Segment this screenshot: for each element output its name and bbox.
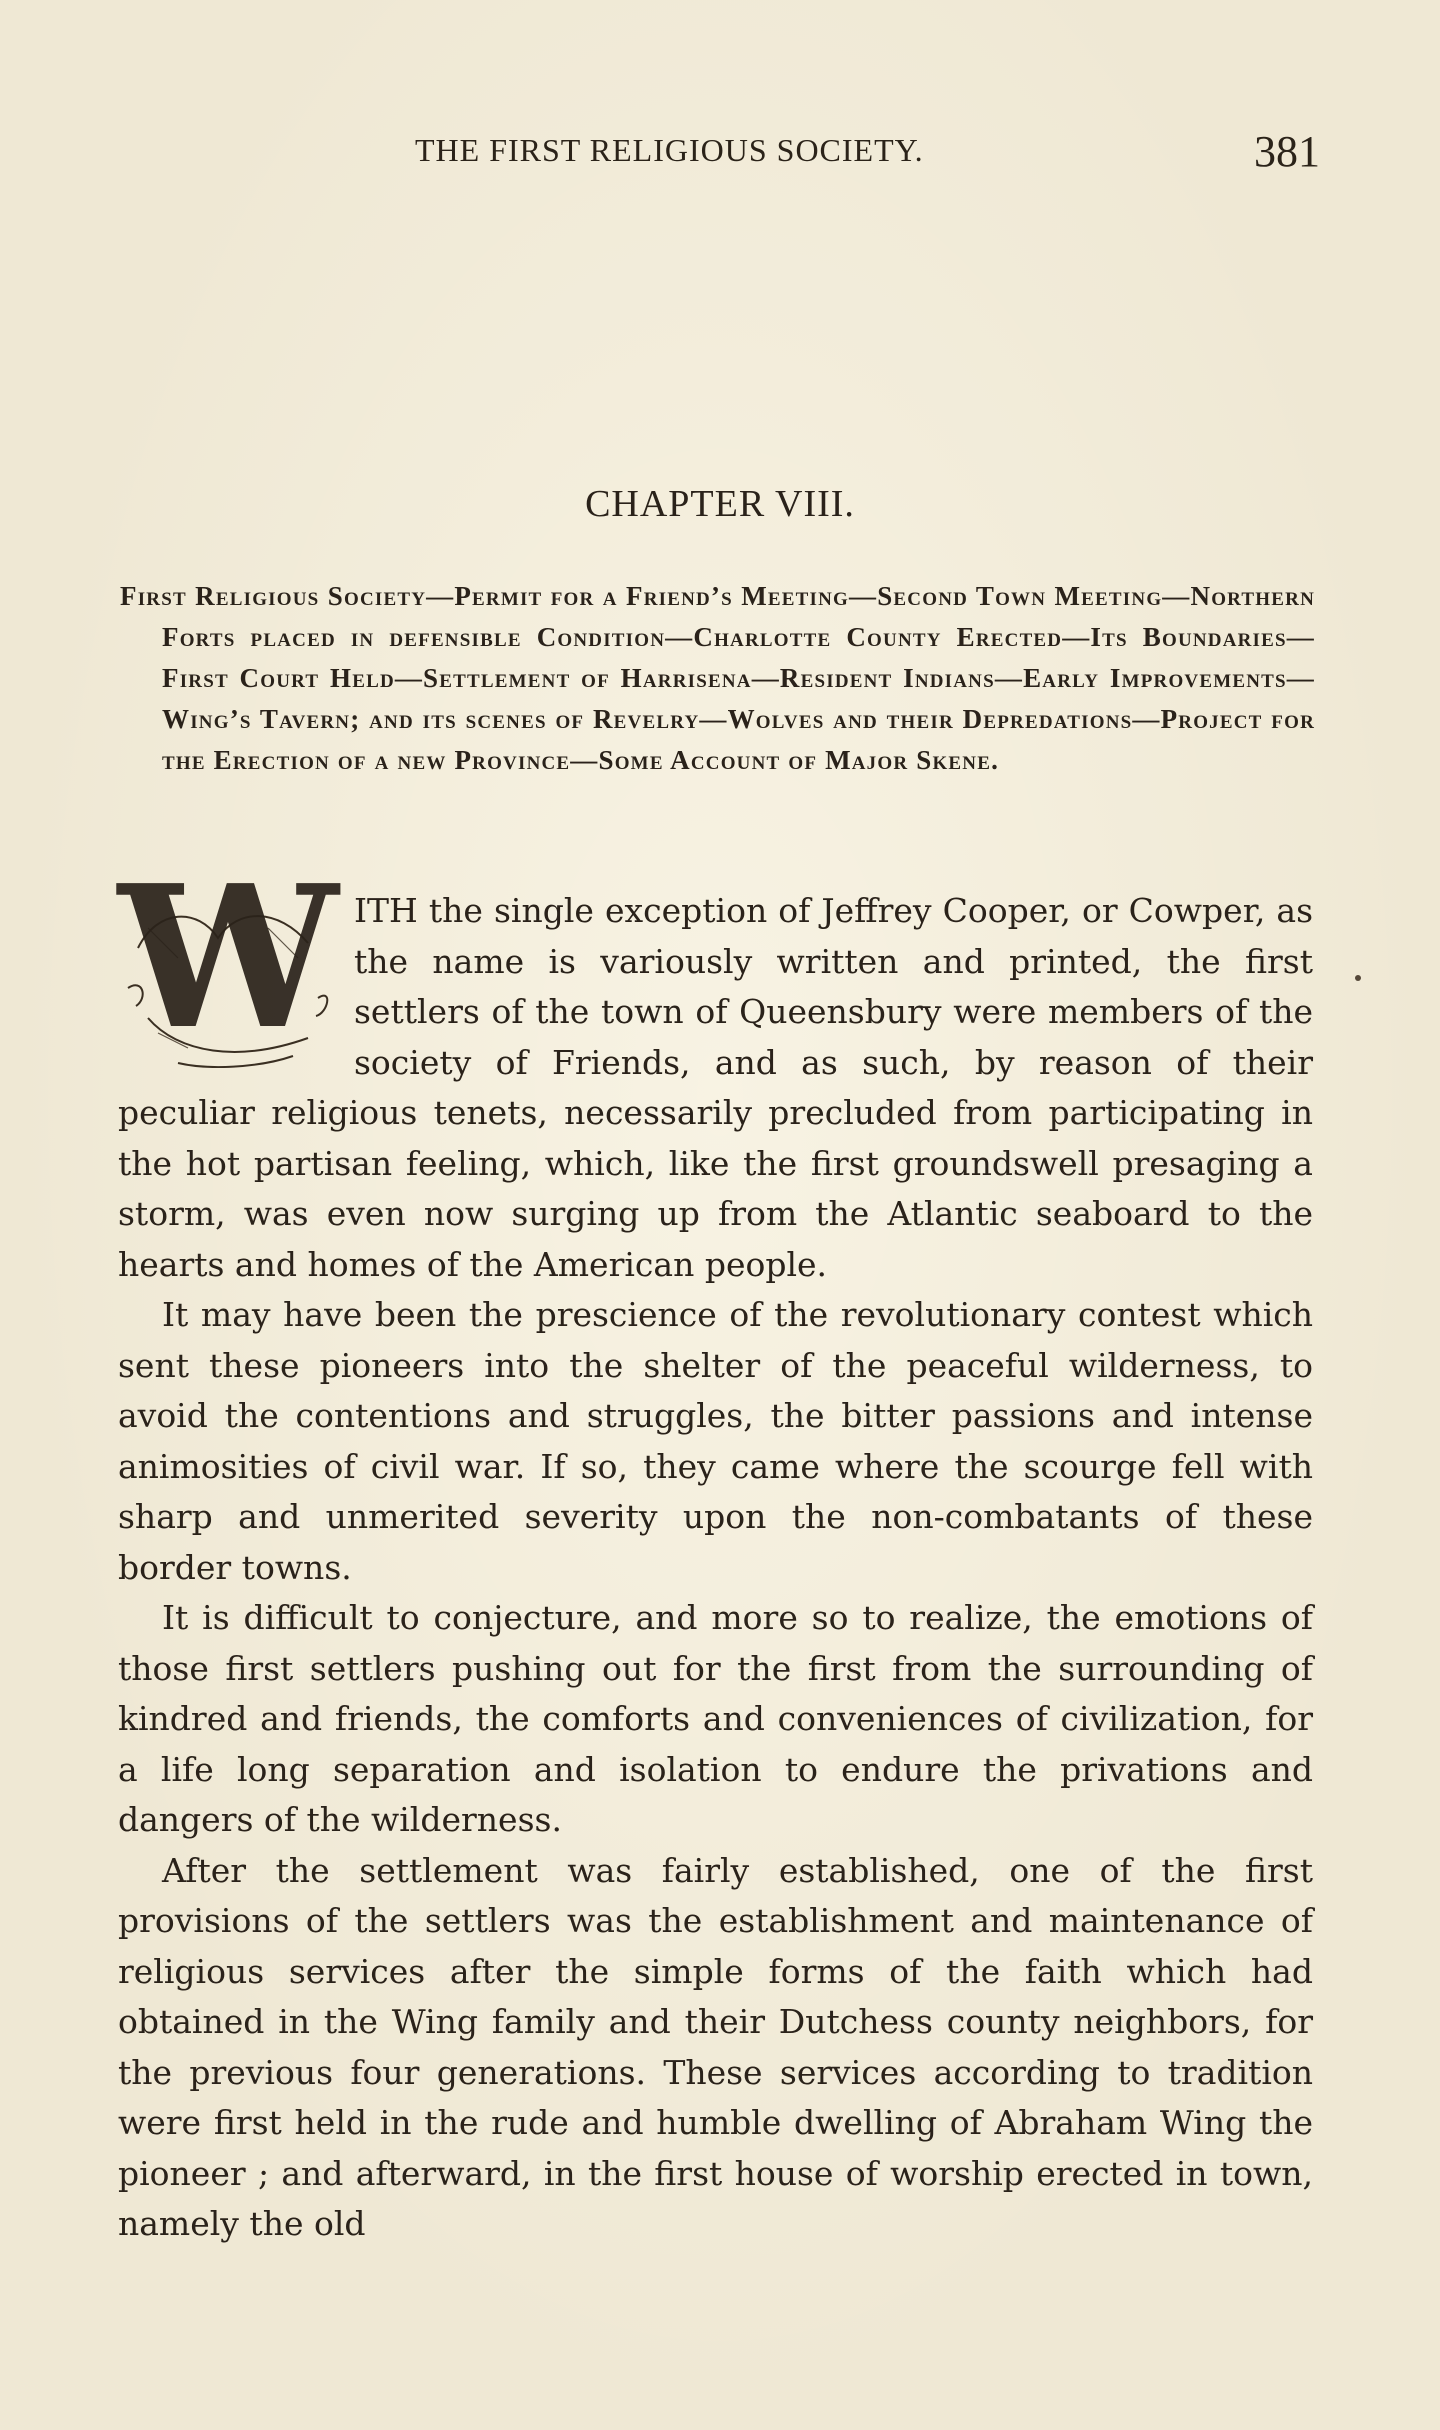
ornamental-drop-cap	[118, 843, 340, 1073]
margin-speck	[1355, 975, 1361, 981]
paragraph-4: After the settlement was fairly established, one of the first provisions of the settlers was the establishment and maintenance of religious services after the simple forms of the faith which had obtained in the Wing family and their Dutchess county neighbors, for the previous four generations. These services according to tradition were first held in the rude and humble dwelling of Abraham Wing the pioneer ; and afterward, in the first house of worship erected in town, namely the old	[118, 1850, 1313, 2243]
chapter-synopsis	[120, 576, 1315, 781]
chapter-title: CHAPTER VIII.	[585, 483, 855, 525]
paragraph-1-text: ITH the single exception of Jeffrey Cooper, or Cowper, as the name is variously written and printed, the first settlers of the town of Queensbury were members of the society of Friends, and as such, by reason of their peculiar religious tenets, necessarily precluded from participating in the hot partisan feeling, which, like the first groundswell presaging a storm, was even now surging up from the Atlantic seaboard to the hearts and homes of the American people.	[118, 891, 1313, 1284]
paragraph-2: It may have been the prescience of the revolutionary contest which sent these pioneers into the shelter of the peaceful wilderness, to avoid the contentions and struggles, the bitter passions and intense animosities of civil war. If so, they came where the scourge fell with sharp and unmerited severity upon the non-combatants of these border towns.	[118, 1295, 1313, 1587]
drop-cap-letter: W	[118, 843, 339, 1073]
paragraph-3: It is difficult to conjecture, and more so to realize, the emotions of those first settlers pushing out for the first from the surrounding of kindred and friends, the comforts and conveniences of civilization, for a life long separation and isolation to endure the privations and dangers of the wilderness.	[118, 1598, 1313, 1839]
page-number: 381	[1254, 127, 1320, 176]
body-text	[118, 843, 1313, 2250]
paragraph-1	[118, 843, 1313, 1290]
running-head-title: THE FIRST RELIGIOUS SOCIETY.	[415, 132, 924, 168]
chapter-synopsis-text: First Religious Society—Permit for a Friend’s Meeting—Second Town Meeting—Northern Forts placed in defensible Condition—Charlotte County Erected—Its Boundaries—First Court Held—Settlement of Harrisena—Resident Indians—Early Improvements—Wing’s Tavern; and its scenes of Revelry—Wolves and their Depredations—Project for the Erection of a new Province—Some Account of Major Skene.	[120, 581, 1315, 775]
